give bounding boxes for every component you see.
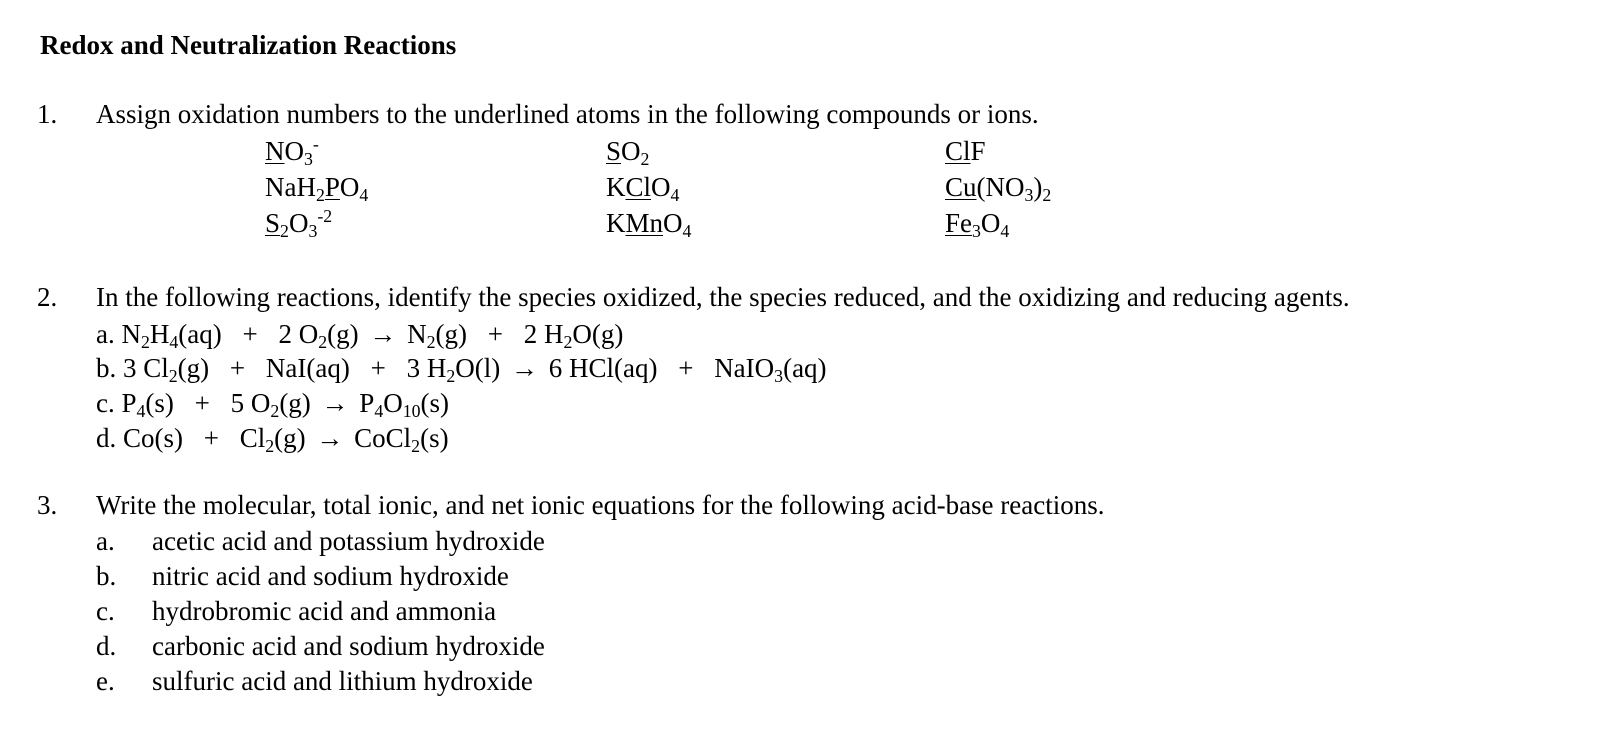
underlined-atom: S [606, 136, 622, 166]
compound-so2: $SO_2$ [606, 136, 650, 169]
reaction-a: a. $N_2H_4(aq) + 2$ $O_2(g) \to N_2(g) + 2$ $H_2O(g)$ [96, 316, 623, 352]
list-item: carbonic acid and sodium hydroxide [152, 631, 545, 661]
underlined-atom: Cu [945, 172, 977, 202]
reaction-arrow-icon: → [369, 319, 397, 349]
compound-fe3o4: $Fe_3O_4$ [945, 208, 1010, 241]
question-2-number: 2. [37, 282, 58, 312]
question-3-number: 3. [37, 490, 58, 520]
underlined-atom: S [265, 208, 281, 238]
list-item: acetic acid and potassium hydroxide [152, 526, 545, 556]
reaction-d: d. $Co(s) + Cl_2(g)$ → CoCl$_2$(s) [96, 420, 449, 456]
list-item-letter: c. [96, 596, 115, 626]
reaction-arrow-icon: → [510, 353, 538, 383]
compound-kclo4: KClO$_4$ [606, 172, 680, 205]
list-item: hydrobromic acid and ammonia [152, 596, 497, 626]
reaction-arrow-icon: → [316, 423, 344, 453]
underlined-atom: P [324, 172, 340, 202]
page-title: Redox and Neutralization Reactions [40, 30, 457, 60]
compound-clf: ClF [945, 136, 986, 166]
underlined-atom: Cl [625, 172, 652, 202]
compound-nah2po4: $NaH_2PO_4$ [265, 172, 369, 205]
list-item: sulfuric acid and lithium hydroxide [152, 666, 533, 696]
item-letter: c. [96, 388, 115, 418]
list-item-letter: a. [96, 526, 115, 556]
list-item-letter: d. [96, 631, 117, 661]
item-letter: b. [96, 353, 117, 383]
underlined-atom: Mn [625, 208, 664, 238]
question-3-text: Write the molecular, total ionic, and net ionic equations for the following acid-base reactions. [96, 490, 1105, 520]
list-item: nitric acid and sodium hydroxide [152, 561, 509, 591]
underlined-atom: Cl [945, 136, 971, 166]
compound-cuno32: $Cu(NO_3)_2$ [945, 172, 1052, 205]
reaction-arrow-icon: → [321, 388, 349, 418]
item-letter: a. [96, 319, 115, 349]
reaction-b: b. 3 $Cl_2(g) + NaI(aq) + 3$ $H_2O(l) \to 6$ HCl(aq) + NaIO$_3$(aq) [96, 350, 827, 386]
underlined-atom: N [265, 136, 285, 166]
reaction-c: c. $P_4(s) + 5$ $O_2(g) \to P_4O_{10}(s)$ [96, 385, 449, 421]
compound-no3: $NO_3^-$ [265, 134, 319, 169]
list-item-letter: b. [96, 561, 117, 591]
compound-s2o3: $S_2O_3^{-2}$ [265, 206, 333, 241]
question-1-text: Assign oxidation numbers to the underlined atoms in the following compounds or ions. [96, 99, 1039, 129]
underlined-atom: Fe [945, 208, 972, 238]
question-2-text: In the following reactions, identify the species oxidized, the species reduced, and the oxidizing and reducing agents. [96, 282, 1350, 312]
item-letter: d. [96, 423, 117, 453]
list-item-letter: e. [96, 666, 115, 696]
question-1-number: 1. [37, 99, 58, 129]
compound-kmno4: KMnO$_4$ [606, 208, 692, 241]
